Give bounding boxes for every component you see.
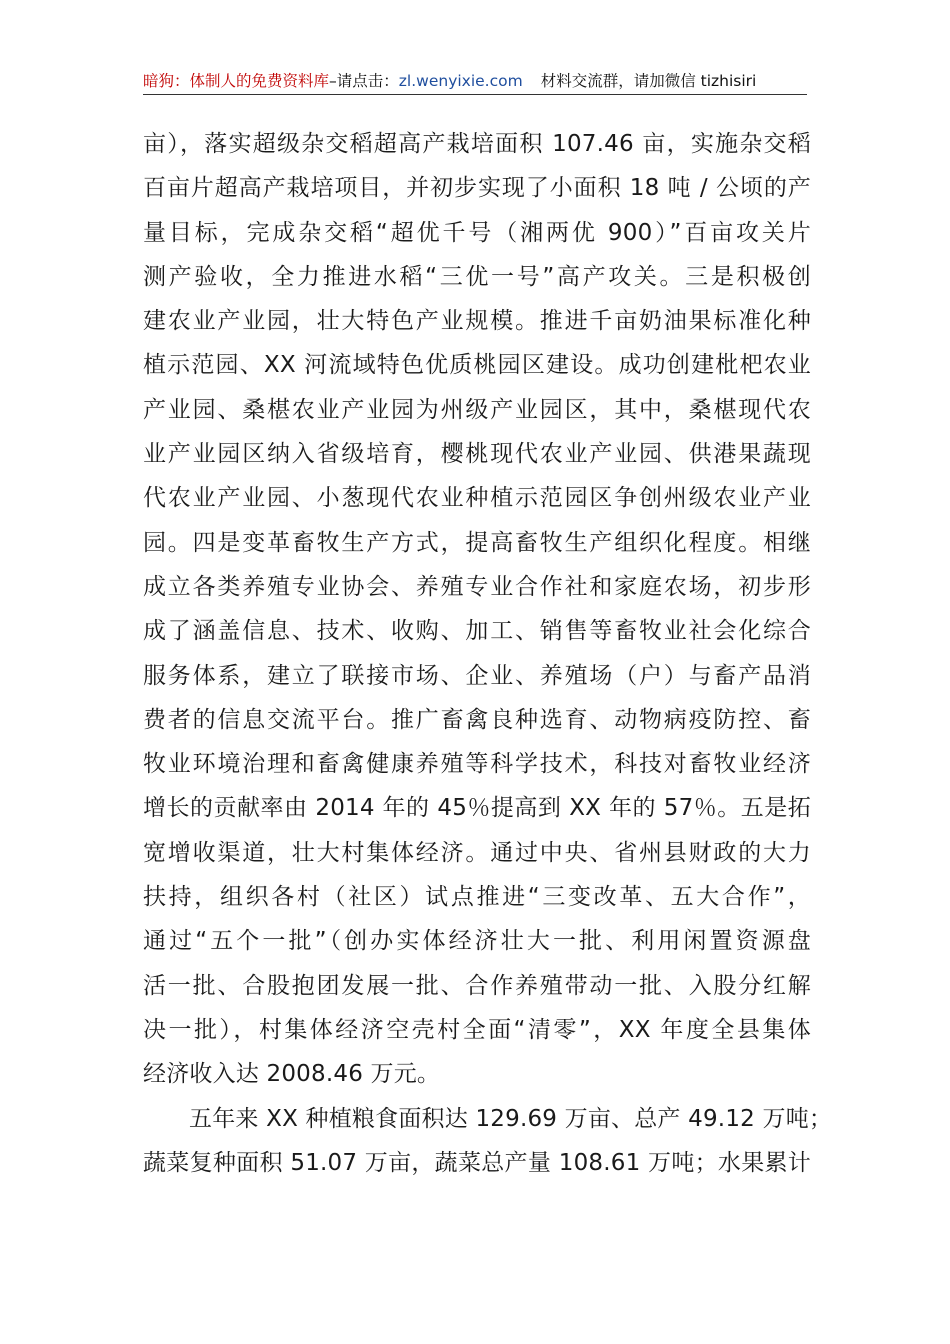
text-line: 五年来 XX 种植粮食面积达 129.69 万亩、总产 49.12 万吨； [189,1105,833,1132]
text-line: 业产业园区纳入省级培育，樱桃现代农业产业园、供港果蔬现 [143,441,811,468]
text-line: 通过“五个一批”（创办实体经济壮大一批、利用闲置资源盘 [143,928,811,955]
text-line: 成了涵盖信息、技术、收购、加工、销售等畜牧业社会化综合 [143,618,811,645]
text-line: 测产验收，全力推进水稻“三优一号”高产攻关。三是积极创 [143,263,811,290]
text-line: 植示范园、XX 河流域特色优质桃园区建设。成功创建枇杷农业 [143,352,811,379]
text-line: 扶持，组织各村（社区）试点推进“三变改革、五大合作”， [143,884,811,911]
text-line: 建农业产业园，壮大特色产业规模。推进千亩奶油果标准化种 [143,308,811,335]
text-line: 决一批），村集体经济空壳村全面“清零”，XX 年度全县集体 [143,1016,811,1043]
page-header [143,70,807,95]
text-line: 增长的贡献率由 2014 年的 45％提高到 XX 年的 57％。五是拓 [143,795,811,822]
text-line: 成立各类养殖专业协会、养殖专业合作社和家庭农场，初步形 [143,573,811,600]
text-line: 服务体系，建立了联接市场、企业、养殖场（户）与畜产品消 [143,662,811,689]
text-line: 亩），落实超级杂交稻超高产栽培面积 107.46 亩，实施杂交稻 [143,131,811,157]
text-line: 百亩片超高产栽培项目，并初步实现了小面积 18 吨 / 公顷的产 [143,175,811,202]
text-line: 经济收入达 2008.46 万元。 [143,1061,441,1088]
text-line: 量目标，完成杂交稻“超优千号（湘两优 900）”百亩攻关片 [143,219,811,246]
text-line: 费者的信息交流平台。推广畜禽良种选育、动物病疫防控、畜 [143,706,811,733]
header-prompt: –请点击： [329,72,399,90]
document-body [143,122,833,1185]
header-contact: 材料交流群，请加微信 tizhisiri [540,72,757,90]
text-line: 蔬菜复种面积 51.07 万亩，蔬菜总产量 108.61 万吨；水果累计 [143,1149,811,1176]
text-line: 宽增收渠道，壮大村集体经济。通过中央、省州县财政的大力 [143,839,811,866]
text-line: 活一批、合股抱团发展一批、合作养殖带动一批、入股分红解 [143,972,811,999]
text-line: 代农业产业园、小葱现代农业种植示范园区争创州级农业产业 [143,485,811,512]
header-link[interactable]: zl.wenyixie.com [398,72,523,90]
header-brand: 暗狗：体制人的免费资料库 [143,72,330,90]
paragraph [143,1097,833,1186]
text-line: 园。四是变革畜牧生产方式，提高畜牧生产组织化程度。相继 [143,529,811,556]
text-line: 牧业环境治理和畜禽健康养殖等科学技术，科技对畜牧业经济 [143,751,811,778]
text-line: 产业园、桑椹农业产业园为州级产业园区，其中，桑椹现代农 [143,396,811,423]
paragraph [143,122,811,1097]
